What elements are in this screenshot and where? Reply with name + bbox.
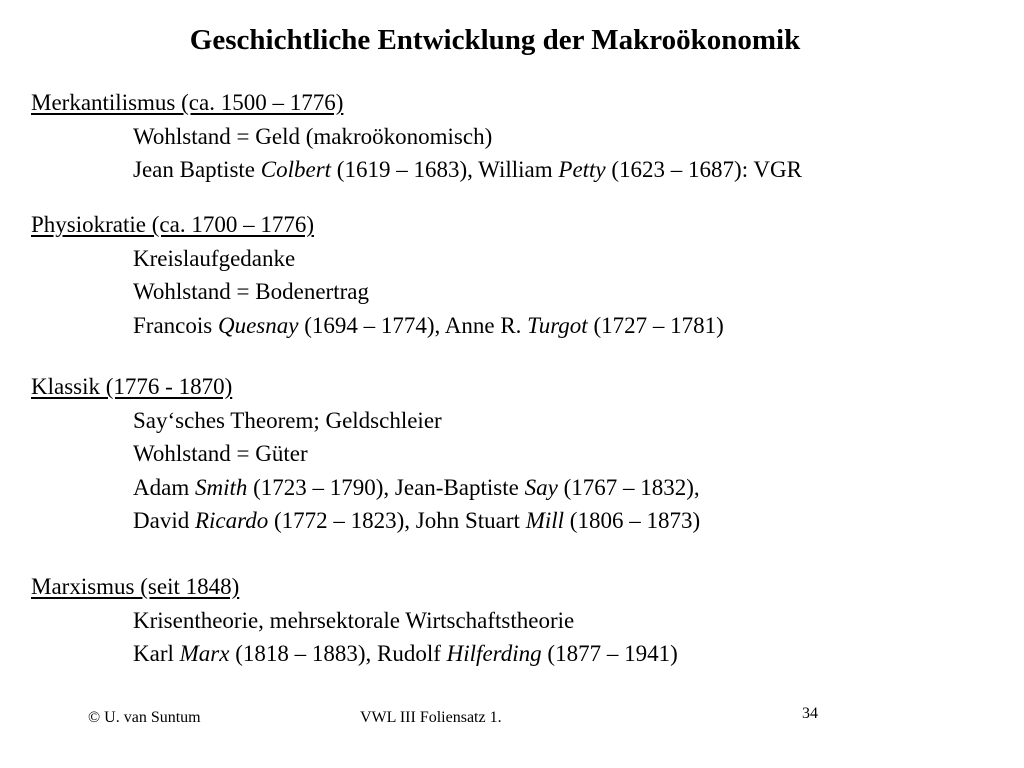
- section-line: [31, 153, 802, 187]
- line-text: (1694 – 1774), Anne R.: [298, 312, 528, 338]
- economist-name: Quesnay: [217, 312, 299, 338]
- line-text: Wohlstand = Bodenertrag: [133, 279, 369, 304]
- line-text: David: [133, 508, 195, 533]
- line-text: (1806 – 1873): [564, 508, 701, 533]
- line-text: (1772 – 1823), John Stuart: [268, 508, 526, 533]
- line-text: (1619 – 1683), William: [331, 157, 559, 182]
- line-text: Kreislaufgedanke: [133, 245, 296, 271]
- economist-name: Say: [524, 474, 558, 500]
- slide-number: 34: [802, 705, 818, 722]
- line-text: Wohlstand = Geld (makroökonomisch): [133, 123, 493, 149]
- section-line: [31, 120, 802, 154]
- line-text: Adam: [133, 474, 195, 500]
- line-text: (1723 – 1790), Jean-Baptiste: [247, 474, 525, 500]
- section-marxismus: [31, 570, 678, 671]
- section-line: [31, 275, 724, 309]
- economist-name: Marx: [179, 641, 230, 666]
- section-klassik: [31, 370, 700, 538]
- section-physiokratie: [31, 208, 724, 342]
- economist-name: Smith: [194, 474, 248, 500]
- section-line: [31, 404, 700, 438]
- line-text: (1877 – 1941): [541, 641, 678, 666]
- line-text: Say‘sches Theorem; Geldschleier: [133, 407, 442, 433]
- section-line: [31, 242, 724, 276]
- economist-name: Petty: [558, 157, 606, 182]
- footer-course: VWL III Foliensatz 1.: [360, 709, 502, 726]
- section-line: [31, 471, 700, 505]
- section-heading: Merkantilismus (ca. 1500 – 1776): [31, 90, 344, 115]
- line-text: Jean Baptiste: [133, 157, 261, 182]
- section-heading: Klassik (1776 - 1870): [31, 374, 233, 399]
- economist-name: Colbert: [260, 157, 332, 182]
- footer-author: © U. van Suntum: [88, 709, 201, 726]
- line-text: Wohlstand = Güter: [133, 441, 308, 466]
- section-line: [31, 437, 700, 471]
- line-text: Krisentheorie, mehrsektorale Wirtschaftstheorie: [133, 607, 575, 633]
- line-text: Karl: [133, 641, 180, 666]
- line-text: Francois: [133, 312, 218, 338]
- line-text: (1818 – 1883), Rudolf: [229, 641, 447, 666]
- economist-name: Hilferding: [446, 641, 542, 666]
- line-text: (1727 – 1781): [587, 312, 724, 338]
- section-line: [31, 309, 724, 343]
- economist-name: Mill: [525, 508, 565, 533]
- section-line: [31, 504, 700, 538]
- line-text: (1623 – 1687): VGR: [605, 157, 802, 182]
- section-heading: Marxismus (seit 1848): [31, 574, 240, 599]
- section-merkantilismus: [31, 86, 802, 187]
- section-line: [31, 604, 678, 638]
- section-line: [31, 637, 678, 671]
- slide-title: Geschichtliche Entwicklung der Makroökonomik: [189, 24, 801, 56]
- section-heading: Physiokratie (ca. 1700 – 1776): [31, 212, 314, 237]
- line-text: (1767 – 1832),: [557, 474, 700, 500]
- economist-name: Ricardo: [194, 508, 269, 533]
- economist-name: Turgot: [527, 312, 588, 338]
